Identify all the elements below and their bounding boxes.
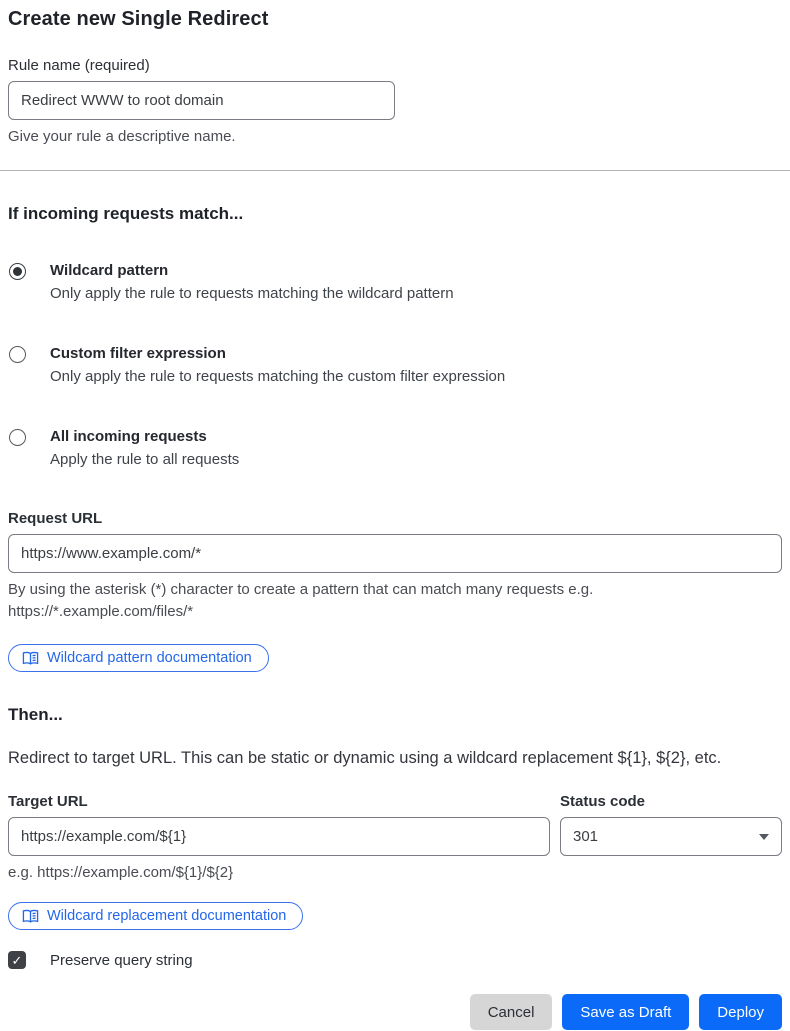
- radio-selected-icon[interactable]: [9, 263, 26, 280]
- footer-actions: [8, 994, 782, 1030]
- radio-option-wildcard-pattern[interactable]: [8, 261, 782, 304]
- radio-label: Wildcard pattern: [50, 261, 169, 279]
- book-icon: [22, 909, 39, 924]
- target-url-helper: e.g. https://example.com/${1}/${2}: [8, 864, 234, 882]
- radio-description: Only apply the rule to requests matching the wildcard pattern: [50, 285, 454, 303]
- request-url-label: Request URL: [8, 509, 103, 527]
- radio-option-all-requests[interactable]: [8, 427, 782, 470]
- radio-description: Apply the rule to all requests: [50, 451, 240, 469]
- target-url-label: Target URL: [8, 793, 88, 811]
- match-section-heading: If incoming requests match...: [8, 203, 244, 223]
- radio-label: Custom filter expression: [50, 344, 226, 362]
- rule-name-label: Rule name (required): [8, 57, 150, 74]
- radio-label: All incoming requests: [50, 427, 207, 445]
- then-section-heading: Then...: [8, 705, 63, 725]
- rule-name-input[interactable]: [8, 81, 395, 120]
- status-code-label: Status code: [560, 793, 646, 811]
- book-icon: [22, 651, 39, 666]
- rule-name-field: [8, 57, 782, 148]
- radio-unselected-icon[interactable]: [9, 346, 26, 363]
- status-code-value: 301: [573, 828, 599, 846]
- page-title: Create new Single Redirect: [8, 8, 269, 30]
- preserve-query-string-row[interactable]: [8, 951, 782, 969]
- match-type-radio-group: [8, 261, 782, 470]
- request-url-field: [8, 510, 782, 673]
- target-url-status-row: [8, 793, 782, 884]
- rule-name-helper: Give your rule a descriptive name.: [8, 128, 236, 145]
- doc-button-label: Wildcard replacement documentation: [47, 908, 287, 924]
- wildcard-pattern-doc-button[interactable]: [8, 644, 269, 672]
- save-as-draft-button[interactable]: Save as Draft: [562, 994, 689, 1030]
- chevron-down-icon: [759, 834, 769, 840]
- radio-unselected-icon[interactable]: [9, 429, 26, 446]
- status-code-select[interactable]: [560, 817, 782, 856]
- cancel-button[interactable]: Cancel: [470, 994, 553, 1030]
- target-url-field: [8, 793, 550, 884]
- doc-button-label: Wildcard pattern documentation: [47, 650, 252, 667]
- request-url-input[interactable]: [8, 534, 782, 573]
- checkbox-checked-icon[interactable]: ✓: [8, 951, 26, 969]
- request-url-helper: By using the asterisk (*) character to create a pattern that can match many requests e.g. https://*.example.com/files/*: [8, 580, 594, 620]
- deploy-button[interactable]: Deploy: [699, 994, 782, 1030]
- section-divider: [0, 170, 790, 171]
- preserve-query-string-label: Preserve query string: [50, 951, 193, 969]
- then-description: Redirect to target URL. This can be static or dynamic using a wildcard replacement ${1}, ${2}, etc.: [8, 749, 722, 768]
- wildcard-replacement-doc-button[interactable]: [8, 902, 303, 930]
- target-url-input[interactable]: [8, 817, 550, 856]
- status-code-field: [560, 793, 782, 884]
- radio-option-custom-filter[interactable]: [8, 344, 782, 387]
- radio-description: Only apply the rule to requests matching the custom filter expression: [50, 368, 506, 386]
